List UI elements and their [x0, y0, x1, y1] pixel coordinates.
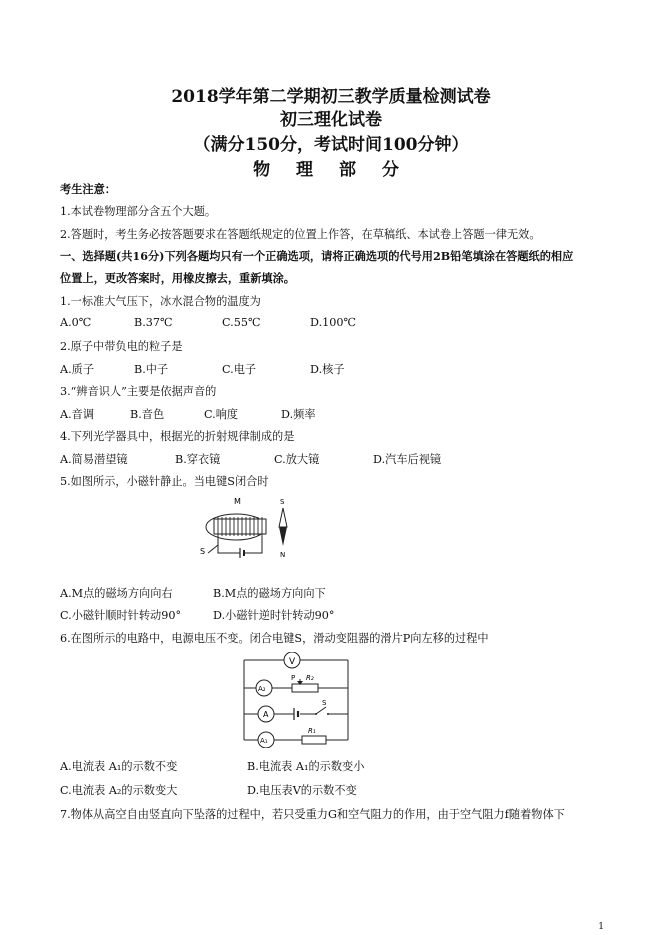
question-2-option-b: B.中子 — [134, 363, 169, 376]
fig6-label-a: A — [263, 710, 269, 719]
question-3-option-a: A.音调 — [60, 408, 95, 421]
fig5-label-s: S — [280, 498, 285, 506]
section-instructions-line2: 位置上，更改答案时，用橡皮擦去，重新填涂。 — [60, 271, 295, 285]
question-1-option-c: C.55℃ — [222, 316, 261, 329]
question-5-stem: 5.如图所示，小磁针静止。当电键S闭合时 — [60, 475, 269, 488]
question-2-option-a: A.质子 — [60, 363, 95, 376]
fig5-label-n: N — [280, 551, 286, 559]
fig6-label-r2: R₂ — [306, 674, 314, 682]
question-3-option-c: C.响度 — [204, 408, 239, 421]
question-1-option-b: B.37℃ — [134, 316, 173, 329]
question-5-option-a: A.M点的磁场方向向右 — [60, 587, 173, 600]
question-1-option-d: D.100℃ — [310, 316, 356, 329]
question-5-option-c: C.小磁针顺时针转动90° — [60, 609, 182, 622]
question-6-option-c: C.电流表 A₂的示数变大 — [60, 784, 178, 797]
question-2-option-d: D.核子 — [310, 363, 345, 376]
question-5-option-b: B.M点的磁场方向向下 — [213, 587, 326, 600]
question-7-stem: 7.物体从高空自由竖直向下坠落的过程中，若只受重力G和空气阻力的作用，由于空气阻力f随着物体下 — [60, 808, 565, 821]
question-4-option-b: B.穿衣镜 — [175, 453, 221, 466]
question-1-stem: 1.一标准大气压下，冰水混合物的温度为 — [60, 295, 261, 308]
fig6-label-p: P — [291, 674, 296, 682]
fig6-label-a2: A₂ — [258, 685, 266, 693]
exam-title: 2018学年第二学期初三教学质量检测试卷 — [171, 87, 491, 107]
fig6-label-s: S — [322, 699, 327, 707]
exam-subtitle: 初三理化试卷 — [280, 110, 382, 130]
question-1-option-a: A.0℃ — [60, 316, 92, 329]
question-4-option-c: C.放大镜 — [274, 453, 320, 466]
page-number: 1 — [598, 922, 604, 932]
fig6-label-a1: A₁ — [260, 737, 268, 745]
fig5-label-m: M — [234, 497, 241, 506]
question-6-option-d: D.电压表V的示数不变 — [247, 784, 357, 797]
question-3-option-b: B.音色 — [130, 408, 165, 421]
question-4-option-a: A.简易潜望镜 — [60, 453, 128, 466]
notice-item-1: 1.本试卷物理部分含五个大题。 — [60, 205, 217, 218]
question-6-option-b: B.电流表 A₁的示数变小 — [247, 760, 365, 773]
section-title: 物 理 部 分 — [253, 160, 409, 180]
fig6-label-r1: R₁ — [308, 727, 316, 735]
question-6-stem: 6.在图所示的电路中，电源电压不变。闭合电键S，滑动变阻器的滑片P向左移的过程中 — [60, 632, 489, 645]
section-instructions-line1: 一、选择题(共16分)下列各题均只有一个正确选项，请将正确选项的代号用2B铅笔填涂在答题纸的相应 — [60, 249, 574, 263]
question-6-option-a: A.电流表 A₁的示数不变 — [60, 760, 178, 773]
solenoid-figure — [196, 493, 306, 573]
exam-info: （满分150分，考试时间100分钟） — [193, 135, 469, 155]
notice-heading: 考生注意： — [60, 182, 116, 196]
circuit-figure — [236, 652, 356, 748]
question-4-stem: 4.下列光学器具中，根据光的折射规律制成的是 — [60, 430, 295, 443]
question-4-option-d: D.汽车后视镜 — [373, 453, 442, 466]
question-2-option-c: C.电子 — [222, 363, 257, 376]
question-5-option-d: D.小磁针逆时针转动90° — [213, 609, 335, 622]
question-3-option-d: D.频率 — [281, 408, 316, 421]
fig5-label-switch: S — [200, 547, 206, 556]
question-2-stem: 2.原子中带负电的粒子是 — [60, 340, 183, 353]
fig6-label-v: V — [289, 657, 296, 667]
question-3-stem: 3.“辨音识人”主要是依据声音的 — [60, 385, 217, 398]
notice-item-2: 2.答题时，考生务必按答题要求在答题纸规定的位置上作答，在草稿纸、本试卷上答题一律无效。 — [60, 228, 541, 241]
